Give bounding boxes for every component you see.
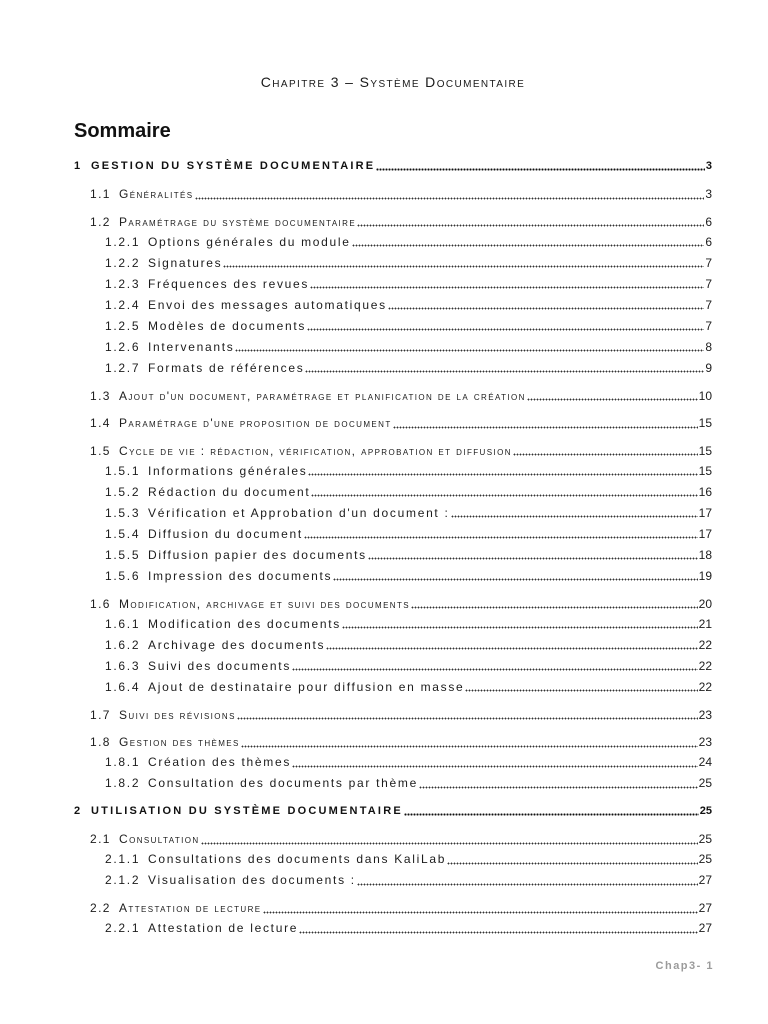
toc-entry-level-3 xyxy=(0,253,712,274)
toc-entry-level-3 xyxy=(0,849,712,870)
dot-leader xyxy=(411,595,698,614)
toc-entry-title: Gestion des thèmes xyxy=(119,735,240,749)
dot-leader xyxy=(307,316,704,337)
toc-entry-page: 25 xyxy=(698,832,712,846)
toc-entry-level-2 xyxy=(0,387,712,406)
toc-entry-number: 1.5.3 xyxy=(105,505,141,520)
toc-entry-level-3 xyxy=(0,358,712,379)
toc-entry-level-3 xyxy=(0,656,712,677)
toc-entry-level-3 xyxy=(0,566,712,587)
toc-entry-number: 1.6.1 xyxy=(105,616,141,631)
dot-leader xyxy=(235,337,704,358)
toc-entry-title: Signatures xyxy=(148,255,223,270)
table-of-contents xyxy=(0,155,712,939)
chapter-title: Chapitre 3 – Système Documentaire xyxy=(260,74,526,90)
dot-leader xyxy=(308,461,697,482)
summary-heading: Sommaire xyxy=(74,120,171,142)
toc-entry-number: 1.1 xyxy=(90,187,111,201)
toc-entry-number: 1.2.2 xyxy=(105,255,141,270)
toc-entry-number: 1.2.4 xyxy=(105,297,141,312)
toc-entry-level-3 xyxy=(0,274,712,295)
toc-entry-title: Intervenants xyxy=(148,339,235,354)
toc-entry-level-1 xyxy=(0,155,712,177)
dot-leader xyxy=(241,733,698,752)
toc-entry-number: 2.2.1 xyxy=(105,921,141,935)
toc-entry-page: 22 xyxy=(698,658,712,673)
toc-entry-page: 17 xyxy=(698,526,712,541)
dot-leader xyxy=(310,274,704,295)
toc-entry-level-3 xyxy=(0,232,712,253)
dot-leader xyxy=(368,545,698,566)
toc-entry-number: 1 xyxy=(74,160,83,172)
dot-leader xyxy=(527,387,698,406)
toc-entry-number: 1.5.1 xyxy=(105,463,141,478)
dot-leader xyxy=(326,635,697,656)
toc-entry-level-2 xyxy=(0,733,712,752)
toc-entry-page: 21 xyxy=(698,616,712,631)
toc-entry-page: 22 xyxy=(698,637,712,652)
toc-entry-title: Modification des documents xyxy=(148,616,341,631)
toc-entry-page: 15 xyxy=(698,416,712,430)
toc-entry-title: Fréquences des revues xyxy=(148,276,310,291)
toc-entry-title: Paramétrage du système documentaire xyxy=(119,214,357,229)
dot-leader xyxy=(419,773,698,794)
toc-entry-title: Visualisation des documents : xyxy=(148,873,356,887)
toc-entry-title: Formats de références xyxy=(148,360,305,375)
toc-entry-title: Paramétrage d'une proposition de document xyxy=(119,416,392,430)
dot-leader xyxy=(404,800,699,822)
dot-leader xyxy=(465,677,697,698)
toc-entry-page: 7 xyxy=(705,318,712,333)
toc-entry-number: 2 xyxy=(74,805,83,817)
dot-leader xyxy=(299,918,698,939)
dot-leader xyxy=(352,232,705,253)
toc-entry-number: 1.7 xyxy=(90,707,111,722)
dot-leader xyxy=(393,414,698,433)
toc-entry-title: GESTION DU SYSTÈME DOCUMENTAIRE xyxy=(91,160,376,172)
toc-entry-level-2 xyxy=(0,706,712,725)
toc-entry-title: Envoi des messages automatiques xyxy=(148,297,387,312)
toc-entry-level-3 xyxy=(0,918,712,939)
toc-entry-number: 1.4 xyxy=(90,416,111,430)
toc-entry-page: 15 xyxy=(698,443,712,458)
dot-leader xyxy=(201,830,698,849)
toc-entry-title: Consultation des documents par thème xyxy=(148,776,418,790)
toc-entry-level-3 xyxy=(0,316,712,337)
toc-entry-title: Consultation xyxy=(119,832,200,846)
toc-entry-number: 1.2.5 xyxy=(105,318,141,333)
toc-entry-title: Modification, archivage et suivi des documents xyxy=(119,596,411,611)
toc-entry-level-2 xyxy=(0,213,712,232)
toc-entry-number: 1.8 xyxy=(90,735,111,749)
toc-entry-page: 23 xyxy=(698,735,712,749)
toc-entry-page: 27 xyxy=(698,901,712,915)
toc-entry-level-3 xyxy=(0,752,712,773)
toc-entry-level-1 xyxy=(0,800,712,822)
toc-entry-number: 2.1.1 xyxy=(105,852,141,866)
toc-entry-title: Attestation de lecture xyxy=(119,901,262,915)
toc-entry-level-3 xyxy=(0,773,712,794)
dot-leader xyxy=(333,566,697,587)
toc-entry-page: 15 xyxy=(698,463,712,478)
toc-entry-title: Diffusion du document xyxy=(148,526,303,541)
toc-entry-title: Options générales du module xyxy=(148,234,351,249)
toc-entry-title: Modèles de documents xyxy=(148,318,307,333)
toc-entry-title: Suivi des révisions xyxy=(119,707,236,722)
toc-entry-number: 1.6.3 xyxy=(105,658,141,673)
toc-entry-page: 20 xyxy=(698,596,712,611)
toc-entry-title: Informations générales xyxy=(148,463,308,478)
toc-entry-page: 22 xyxy=(698,679,712,694)
toc-entry-page: 27 xyxy=(698,921,712,935)
toc-entry-page: 7 xyxy=(705,297,712,312)
toc-entry-page: 18 xyxy=(698,547,712,562)
toc-entry-level-2 xyxy=(0,830,712,849)
dot-leader xyxy=(357,870,698,891)
toc-entry-number: 1.8.2 xyxy=(105,776,141,790)
toc-entry-level-3 xyxy=(0,482,712,503)
toc-entry-page: 16 xyxy=(698,484,712,499)
toc-entry-level-2 xyxy=(0,185,712,204)
toc-entry-page: 23 xyxy=(698,707,712,722)
toc-entry-level-3 xyxy=(0,870,712,891)
toc-entry-number: 1.2.3 xyxy=(105,276,141,291)
toc-entry-level-3 xyxy=(0,295,712,316)
toc-entry-page: 19 xyxy=(698,568,712,583)
dot-leader xyxy=(447,849,697,870)
toc-entry-title: Vérification et Approbation d'un document : xyxy=(148,505,450,520)
toc-entry-title: Consultations des documents dans KaliLab xyxy=(148,852,447,866)
toc-entry-level-2 xyxy=(0,595,712,614)
toc-entry-level-3 xyxy=(0,614,712,635)
dot-leader xyxy=(342,614,698,635)
toc-entry-title: Ajout d'un document, paramétrage et planification de la création xyxy=(119,388,526,403)
dot-leader xyxy=(292,656,698,677)
toc-entry-page: 7 xyxy=(705,255,712,270)
toc-entry-title: Rédaction du document xyxy=(148,484,311,499)
dot-leader xyxy=(388,295,705,316)
toc-entry-number: 1.6 xyxy=(90,596,111,611)
dot-leader xyxy=(311,482,697,503)
toc-entry-page: 8 xyxy=(705,339,712,354)
toc-entry-number: 1.3 xyxy=(90,388,111,403)
toc-entry-number: 1.8.1 xyxy=(105,755,141,769)
toc-entry-number: 2.1 xyxy=(90,832,111,846)
toc-entry-number: 1.2.1 xyxy=(105,234,141,249)
dot-leader xyxy=(237,706,698,725)
toc-entry-number: 1.6.4 xyxy=(105,679,141,694)
page-footer: Chap3- 1 xyxy=(655,960,714,972)
dot-leader xyxy=(195,185,705,204)
dot-leader xyxy=(223,253,704,274)
dot-leader xyxy=(292,752,698,773)
toc-entry-title: Cycle de vie : rédaction, vérification, approbation et diffusion xyxy=(119,443,512,458)
toc-entry-number: 1.2 xyxy=(90,214,111,229)
dot-leader xyxy=(305,358,704,379)
dot-leader xyxy=(263,899,698,918)
toc-entry-page: 9 xyxy=(705,360,712,375)
toc-entry-title: Ajout de destinataire pour diffusion en masse xyxy=(148,679,465,694)
toc-entry-title: Impression des documents xyxy=(148,568,333,583)
toc-entry-number: 1.2.7 xyxy=(105,360,141,375)
toc-entry-number: 1.5.5 xyxy=(105,547,141,562)
toc-entry-number: 2.2 xyxy=(90,901,111,915)
toc-entry-level-3 xyxy=(0,461,712,482)
toc-entry-level-3 xyxy=(0,677,712,698)
toc-entry-number: 2.1.2 xyxy=(105,873,141,887)
toc-entry-title: Diffusion papier des documents xyxy=(148,547,367,562)
toc-entry-title: UTILISATION DU SYSTÈME DOCUMENTAIRE xyxy=(91,805,403,817)
toc-entry-level-2 xyxy=(0,414,712,433)
toc-entry-page: 25 xyxy=(699,805,712,817)
toc-entry-page: 3 xyxy=(705,187,712,201)
toc-entry-level-2 xyxy=(0,442,712,461)
toc-entry-level-3 xyxy=(0,503,712,524)
toc-entry-page: 7 xyxy=(705,276,712,291)
toc-entry-page: 24 xyxy=(698,755,712,769)
toc-entry-page: 3 xyxy=(705,160,712,172)
dot-leader xyxy=(357,213,704,232)
dot-leader xyxy=(513,442,698,461)
toc-entry-title: Attestation de lecture xyxy=(148,921,299,935)
toc-entry-level-3 xyxy=(0,545,712,566)
toc-entry-page: 25 xyxy=(698,776,712,790)
toc-entry-level-3 xyxy=(0,635,712,656)
dot-leader xyxy=(304,524,698,545)
dot-leader xyxy=(451,503,698,524)
dot-leader xyxy=(376,155,705,177)
toc-entry-page: 27 xyxy=(698,873,712,887)
toc-entry-level-2 xyxy=(0,899,712,918)
toc-entry-number: 1.5.4 xyxy=(105,526,141,541)
toc-entry-page: 6 xyxy=(705,234,712,249)
toc-entry-number: 1.5.6 xyxy=(105,568,141,583)
toc-entry-number: 1.5.2 xyxy=(105,484,141,499)
toc-entry-page: 10 xyxy=(698,388,712,403)
toc-entry-page: 25 xyxy=(698,852,712,866)
toc-entry-title: Généralités xyxy=(119,187,194,201)
toc-entry-number: 1.6.2 xyxy=(105,637,141,652)
toc-entry-number: 1.5 xyxy=(90,443,111,458)
toc-entry-title: Suivi des documents xyxy=(148,658,292,673)
toc-entry-title: Création des thèmes xyxy=(148,755,292,769)
toc-entry-level-3 xyxy=(0,337,712,358)
toc-entry-number: 1.2.6 xyxy=(105,339,141,354)
toc-entry-page: 6 xyxy=(705,214,712,229)
toc-entry-level-3 xyxy=(0,524,712,545)
toc-entry-title: Archivage des documents xyxy=(148,637,326,652)
toc-entry-page: 17 xyxy=(698,505,712,520)
